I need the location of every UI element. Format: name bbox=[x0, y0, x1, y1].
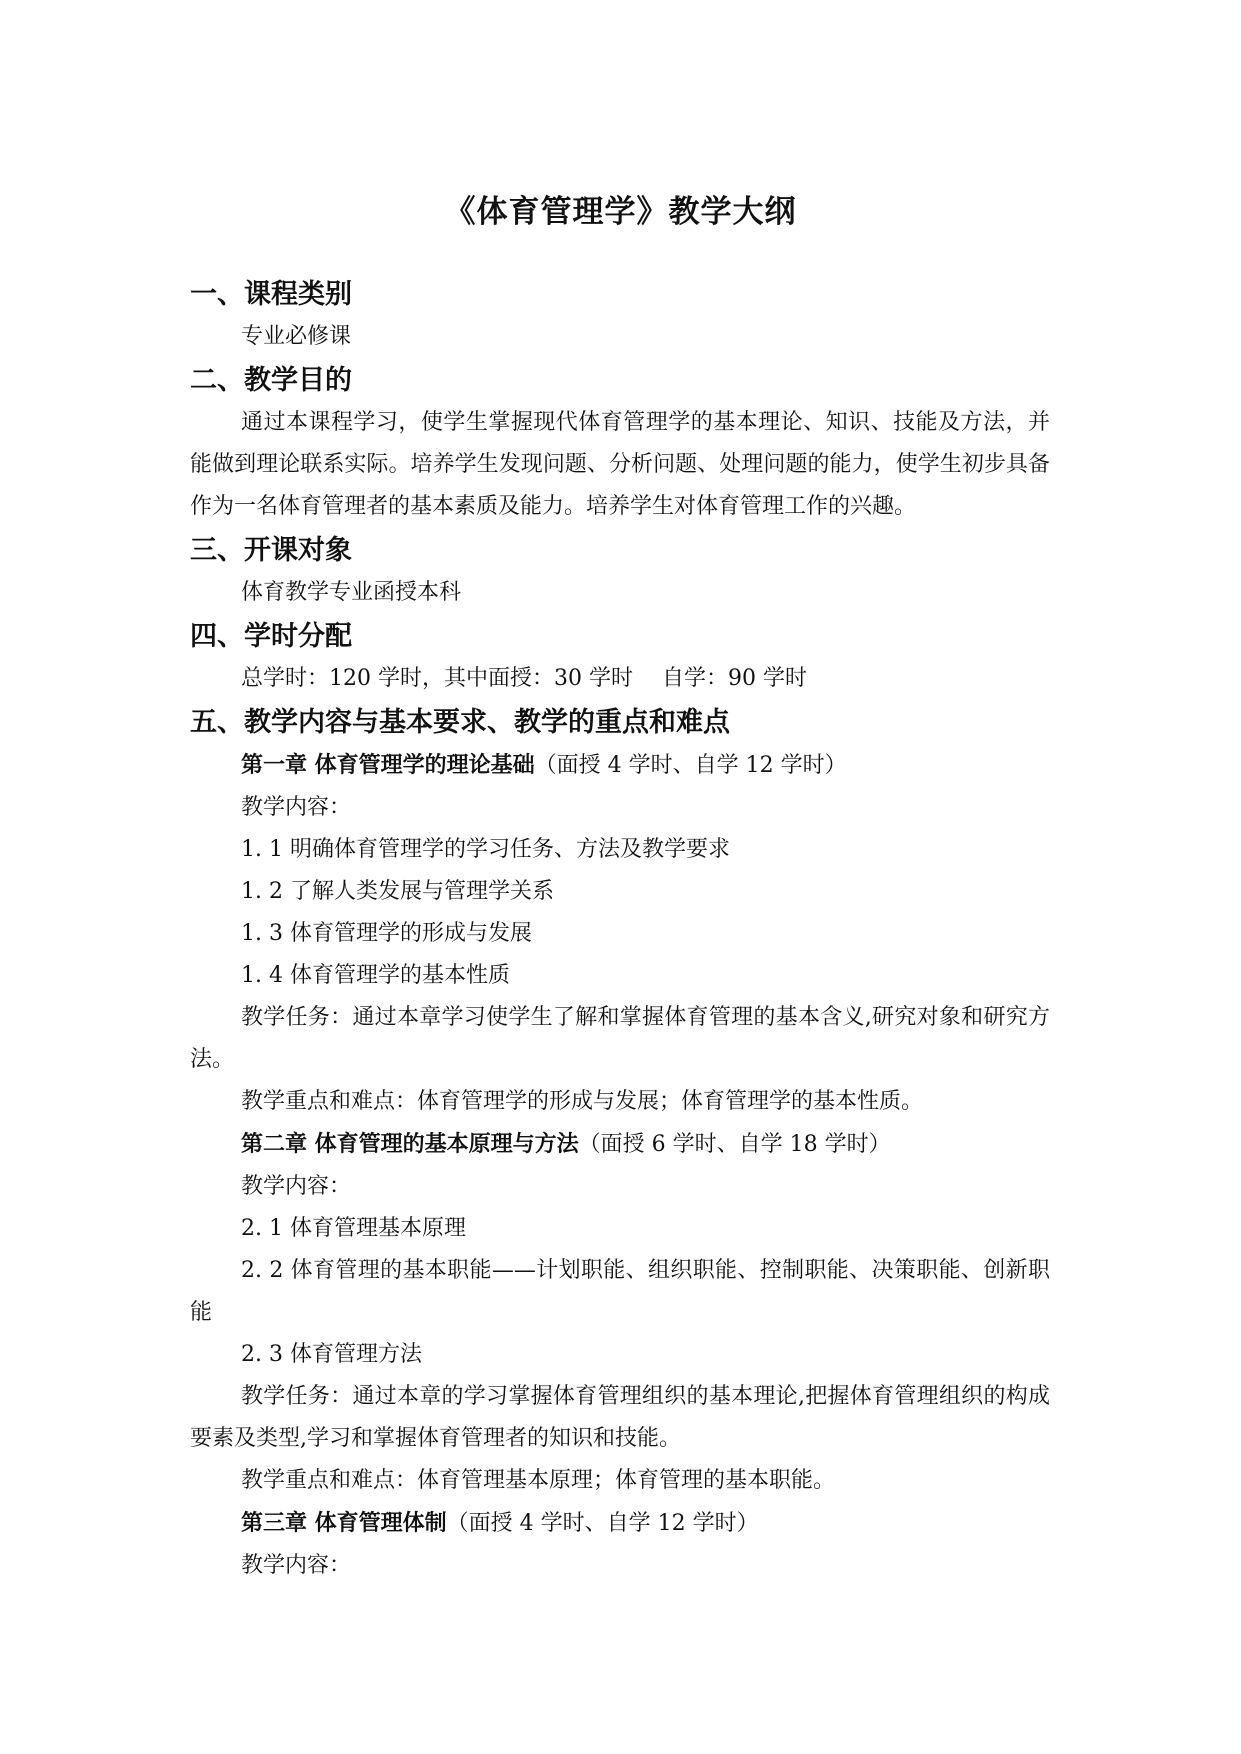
chapter-3-heading bbox=[190, 1502, 1050, 1545]
section-heading-audience: 三、开课对象 bbox=[190, 535, 352, 566]
chapter-2-key-points: 教学重点和难点：体育管理基本原理；体育管理的基本职能。 bbox=[241, 1468, 836, 1493]
chapter-1-task: 教学任务：通过本章学习使学生了解和掌握体育管理的基本含义,研究对象和研究方法。 bbox=[190, 1005, 1050, 1072]
chapter-2-hours: （面授 6 学时、自学 18 学时） bbox=[578, 1132, 891, 1157]
hours-text: 总学时：120 学时，其中面授：30 学时 自学：90 学时 bbox=[241, 666, 807, 691]
audience-text: 体育教学专业函授本科 bbox=[241, 580, 462, 605]
chapter-1-item-2: 1. 2 了解人类发展与管理学关系 bbox=[241, 879, 554, 904]
chapter-3-title: 第三章 体育管理体制 bbox=[241, 1510, 447, 1536]
chapter-2-item-2: 2. 2 体育管理的基本职能——计划职能、组织职能、控制职能、决策职能、创新职能 bbox=[190, 1258, 1050, 1325]
chapter-3-hours: （面授 4 学时、自学 12 学时） bbox=[446, 1511, 759, 1536]
chapter-1-item-3: 1. 3 体育管理学的形成与发展 bbox=[241, 921, 532, 946]
chapter-1-key-points: 教学重点和难点：体育管理学的形成与发展；体育管理学的基本性质。 bbox=[241, 1089, 924, 1114]
document-body bbox=[190, 272, 1050, 1587]
course-category-text: 专业必修课 bbox=[241, 324, 352, 349]
chapter-1-item-4: 1. 4 体育管理学的基本性质 bbox=[241, 963, 510, 988]
section-heading-teaching-purpose: 二、教学目的 bbox=[190, 365, 352, 396]
document-title: 《体育管理学》教学大纲 bbox=[444, 194, 797, 230]
chapter-1-heading bbox=[190, 744, 1050, 787]
chapter-2-item-1: 2. 1 体育管理基本原理 bbox=[241, 1216, 466, 1241]
chapter-2-content-label: 教学内容： bbox=[241, 1174, 352, 1199]
chapter-2-heading bbox=[190, 1123, 1050, 1166]
chapter-1-hours: （面授 4 学时、自学 12 学时） bbox=[534, 753, 847, 778]
section-heading-hours: 四、学时分配 bbox=[190, 621, 352, 652]
chapter-1-content-label: 教学内容： bbox=[241, 795, 352, 820]
section-heading-course-category: 一、课程类别 bbox=[190, 279, 352, 310]
chapter-1-item-1: 1. 1 明确体育管理学的学习任务、方法及教学要求 bbox=[241, 837, 730, 862]
chapter-2-task: 教学任务：通过本章的学习掌握体育管理组织的基本理论,把握体育管理组织的构成要素及类型,学习和掌握体育管理者的知识和技能。 bbox=[190, 1384, 1050, 1451]
chapter-1-title: 第一章 体育管理学的理论基础 bbox=[241, 752, 535, 778]
chapter-3-content-label: 教学内容： bbox=[241, 1553, 352, 1578]
chapter-2-item-3: 2. 3 体育管理方法 bbox=[241, 1342, 422, 1367]
teaching-purpose-text: 通过本课程学习，使学生掌握现代体育管理学的基本理论、知识、技能及方法，并能做到理论联系实际。培养学生发现问题、分析问题、处理问题的能力，使学生初步具备作为一名体育管理者的基本素质及能力。培养学生对体育管理工作的兴趣。 bbox=[190, 410, 1050, 519]
section-heading-content: 五、教学内容与基本要求、教学的重点和难点 bbox=[190, 707, 730, 738]
chapter-2-title: 第二章 体育管理的基本原理与方法 bbox=[241, 1131, 579, 1157]
